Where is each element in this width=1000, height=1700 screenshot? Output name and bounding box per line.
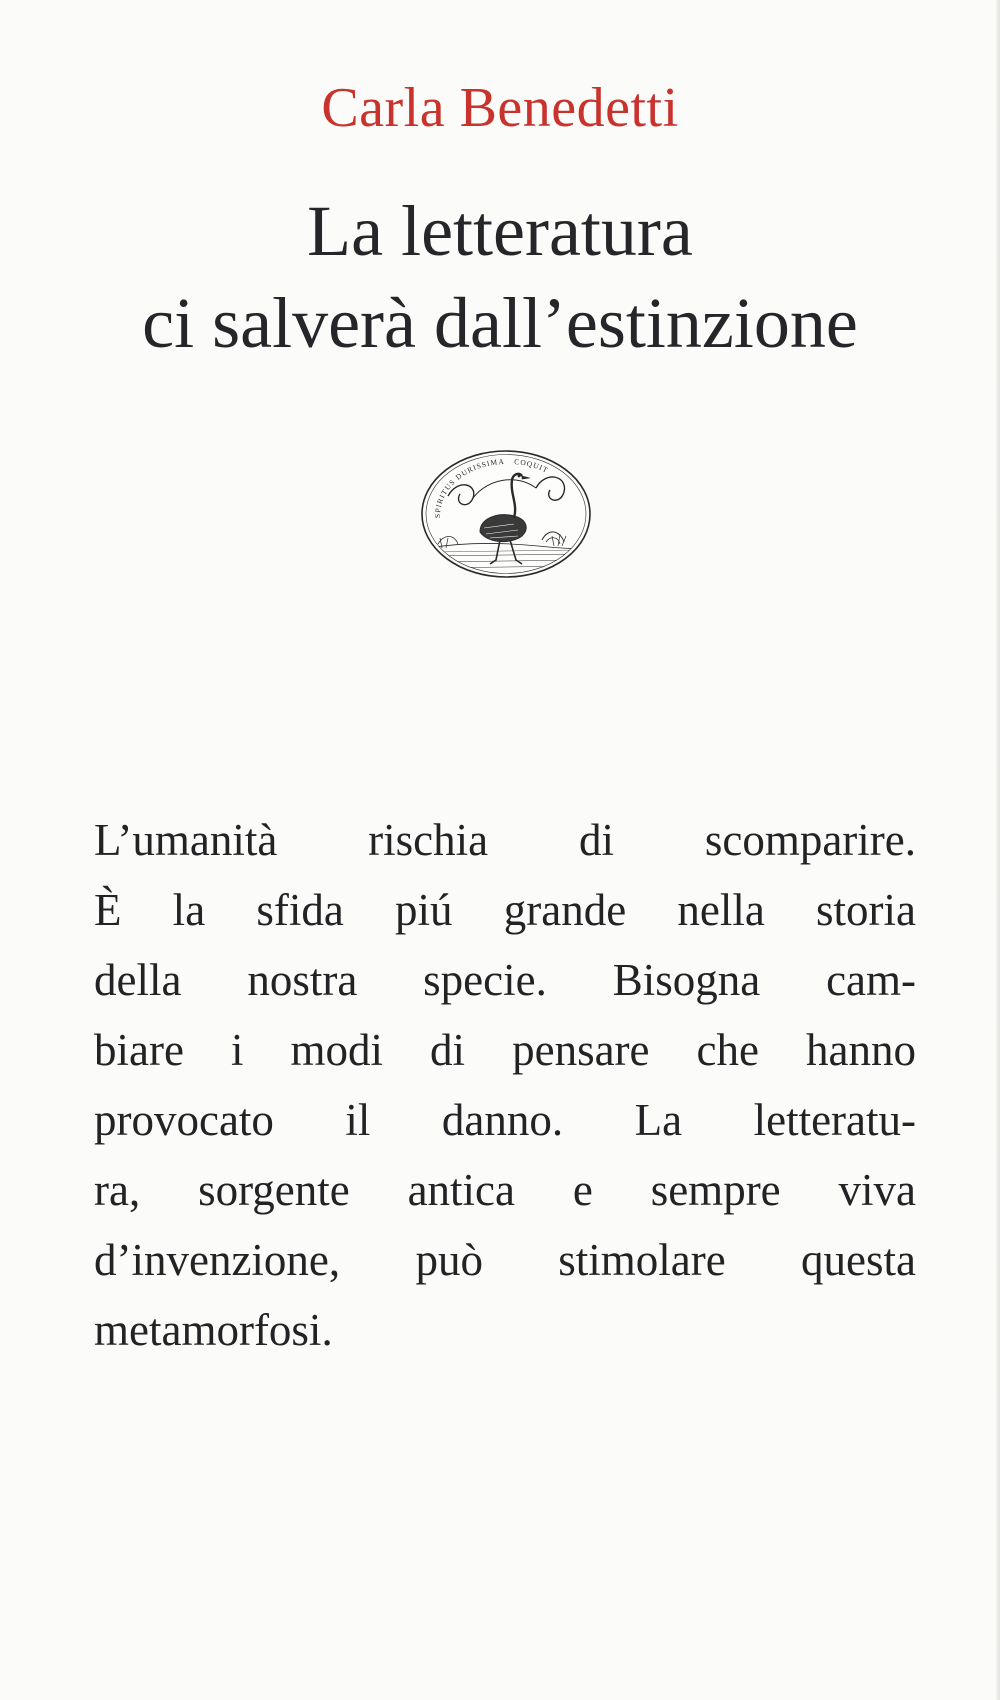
blurb-line: È la sfida piú grande nella storia — [94, 885, 916, 935]
author-name: Carla Benedetti — [321, 77, 679, 139]
book-title — [0, 185, 1000, 369]
blurb-line: metamorfosi. — [94, 1305, 333, 1355]
blurb-line: della nostra specie. Bisogna cam- — [94, 955, 916, 1005]
blurb-line: L’umanità rischia di scomparire. — [94, 815, 916, 865]
blurb-line: provocato il danno. La letteratu- — [94, 1095, 916, 1145]
blurb-line: biare i modi di pensare che hanno — [94, 1025, 916, 1075]
emblem-motto-right: COQUIT — [513, 456, 551, 475]
ostrich-emblem-icon — [418, 448, 594, 580]
blurb-line: d’invenzione, può stimolare questa — [94, 1235, 916, 1285]
blurb-text — [94, 805, 916, 1365]
emblem-motto-left: SPIRITUS DURISSIMA — [432, 456, 506, 519]
title-line: ci salverà dall’estinzione — [142, 283, 858, 363]
blurb-line: ra, sorgente antica e sempre viva — [94, 1165, 916, 1215]
cover-edge — [996, 0, 1000, 1700]
title-line: La letteratura — [307, 191, 693, 271]
